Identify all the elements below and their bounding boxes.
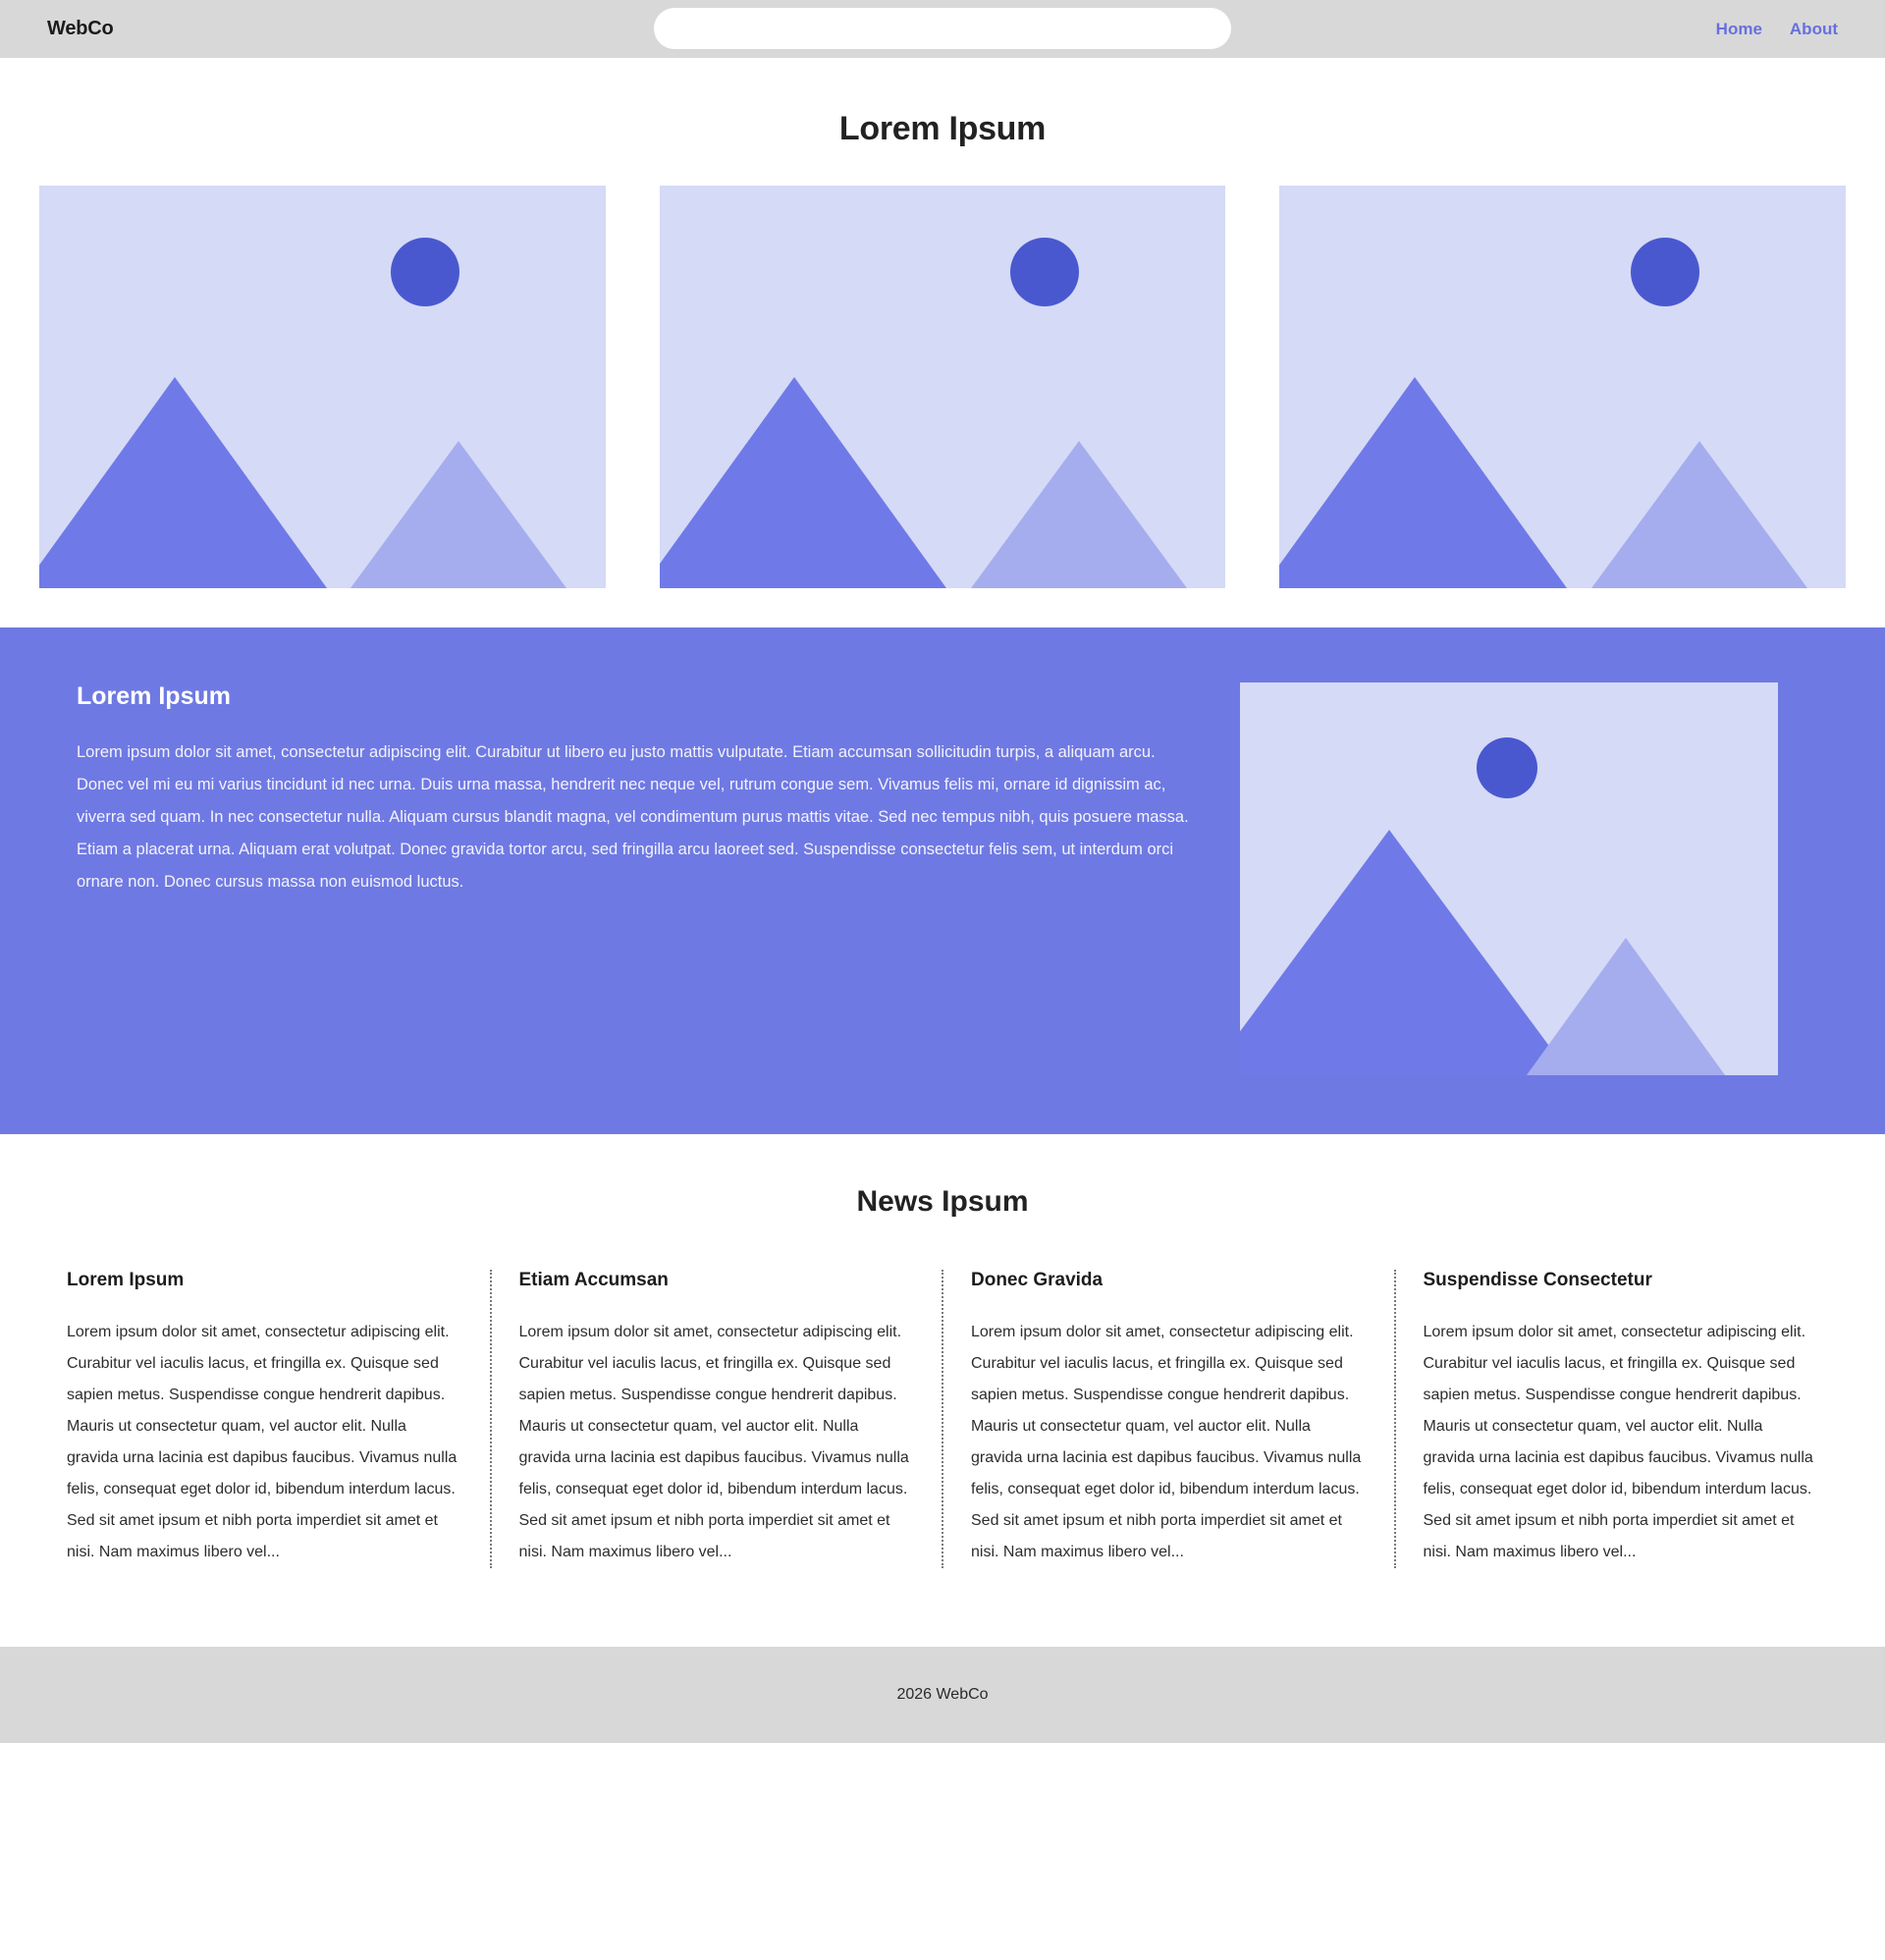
- news-title: News Ipsum: [856, 1185, 1029, 1218]
- main-nav: [1716, 20, 1838, 39]
- news-card-1[interactable]: [39, 1270, 492, 1568]
- search-input[interactable]: [654, 8, 1231, 49]
- feature-section: [0, 627, 1885, 1134]
- brand-logo[interactable]: WebCo: [47, 18, 114, 39]
- placeholder-image-icon: [39, 186, 606, 588]
- news-card-heading: Donec Gravida: [971, 1270, 1104, 1290]
- news-card-body: Lorem ipsum dolor sit amet, consectetur adipiscing elit. Curabitur vel iaculis lacus, et fringilla ex. Quisque sed sapien metus. Suspendisse congue hendrerit dapibus. Mauris ut consectetur quam, vel auctor elit. Nulla gravida urna lacinia est dapibus faucibus. Vivamus nulla felis, consequat eget dolor id, bibendum interdum lacus. Sed sit amet ipsum et nibh porta imperdiet sit amet et nisi. Nam maximus libero vel...: [518, 1324, 909, 1560]
- placeholder-image-icon: [660, 186, 1226, 588]
- gallery-item-1[interactable]: [39, 186, 606, 588]
- news-card-body: Lorem ipsum dolor sit amet, consectetur adipiscing elit. Curabitur vel iaculis lacus, et fringilla ex. Quisque sed sapien metus. Suspendisse congue hendrerit dapibus. Mauris ut consectetur quam, vel auctor elit. Nulla gravida urna lacinia est dapibus faucibus. Vivamus nulla felis, consequat eget dolor id, bibendum interdum lacus. Sed sit amet ipsum et nibh porta imperdiet sit amet et nisi. Nam maximus libero vel...: [1423, 1324, 1813, 1560]
- news-card-heading: Etiam Accumsan: [518, 1270, 669, 1290]
- footer-copyright: 2026 WebCo: [896, 1686, 989, 1703]
- news-grid: [0, 1270, 1885, 1647]
- news-card-body: Lorem ipsum dolor sit amet, consectetur adipiscing elit. Curabitur vel iaculis lacus, et fringilla ex. Quisque sed sapien metus. Suspendisse congue hendrerit dapibus. Mauris ut consectetur quam, vel auctor elit. Nulla gravida urna lacinia est dapibus faucibus. Vivamus nulla felis, consequat eget dolor id, bibendum interdum lacus. Sed sit amet ipsum et nibh porta imperdiet sit amet et nisi. Nam maximus libero vel...: [971, 1324, 1362, 1560]
- feature-text: [77, 682, 1191, 898]
- placeholder-image-icon: [1240, 682, 1778, 1075]
- page-title: Lorem Ipsum: [838, 110, 1047, 147]
- placeholder-image-icon: [1279, 186, 1846, 588]
- feature-image: [1240, 682, 1778, 1075]
- gallery-item-3[interactable]: [1279, 186, 1846, 588]
- news-card-3[interactable]: [943, 1270, 1396, 1568]
- gallery-item-2[interactable]: [660, 186, 1226, 588]
- nav-item-about[interactable]: About: [1789, 19, 1838, 38]
- feature-heading: Lorem Ipsum: [77, 682, 231, 710]
- news-card-body: Lorem ipsum dolor sit amet, consectetur adipiscing elit. Curabitur vel iaculis lacus, et fringilla ex. Quisque sed sapien metus. Suspendisse congue hendrerit dapibus. Mauris ut consectetur quam, vel auctor elit. Nulla gravida urna lacinia est dapibus faucibus. Vivamus nulla felis, consequat eget dolor id, bibendum interdum lacus. Sed sit amet ipsum et nibh porta imperdiet sit amet et nisi. Nam maximus libero vel...: [67, 1324, 458, 1560]
- news-card-heading: Lorem Ipsum: [67, 1270, 185, 1290]
- nav-item-home[interactable]: Home: [1715, 19, 1762, 38]
- search-container: [654, 8, 1231, 49]
- feature-body: Lorem ipsum dolor sit amet, consectetur adipiscing elit. Curabitur ut libero eu justo mattis vulputate. Etiam accumsan sollicitudin turpis, a aliquam arcu. Donec vel mi eu mi varius tincidunt id nec urna. Duis urna massa, hendrerit nec neque vel, rutrum congue sem. Vivamus felis mi, ornare id dignissim ac, viverra sed quam. In nec consectetur nulla. Aliquam cursus blandit magna, vel condimentum purus mattis vitae. Sed nec tempus nibh, quis posuere massa. Etiam a placerat urna. Aliquam erat volutpat. Donec gravida tortor arcu, sed fringilla arcu laoreet sed. Suspendisse consectetur felis sem, ut interdum orci ornare non. Donec cursus massa non euismod luctus.: [77, 743, 1189, 891]
- image-gallery: [0, 186, 1885, 627]
- news-card-heading: Suspendisse Consectetur: [1423, 1270, 1652, 1290]
- news-card-4[interactable]: [1396, 1270, 1847, 1568]
- site-header: [0, 0, 1885, 58]
- news-card-2[interactable]: [492, 1270, 944, 1568]
- site-footer: [0, 1647, 1885, 1743]
